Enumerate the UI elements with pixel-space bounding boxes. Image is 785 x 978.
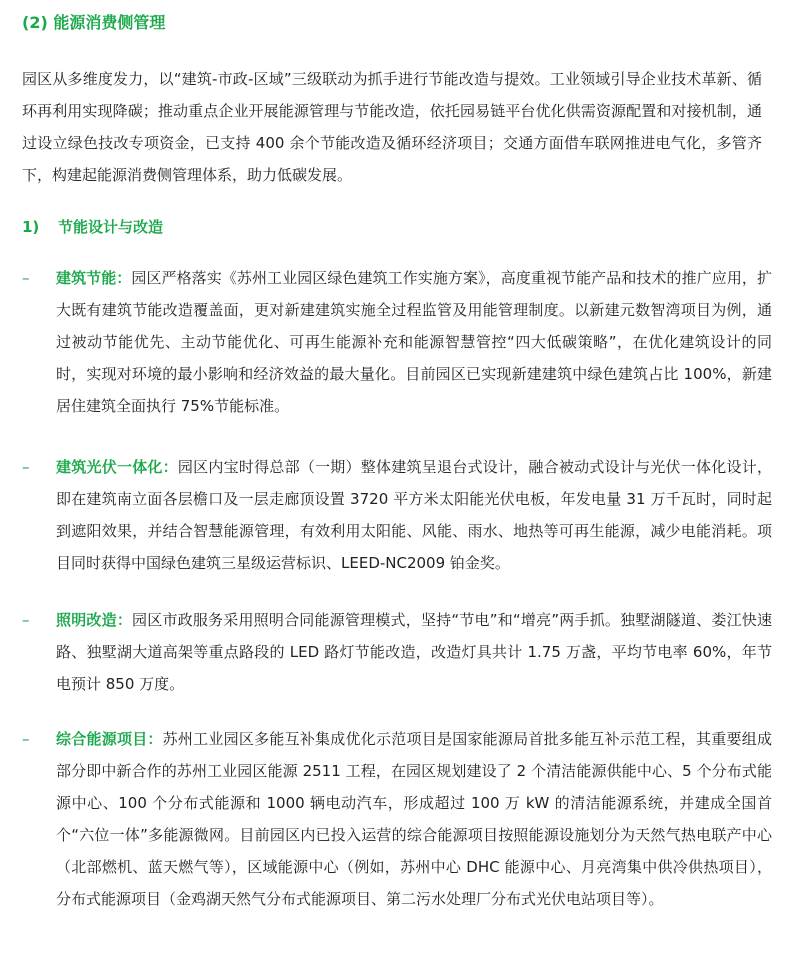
bullet-item-building-energy	[22, 262, 772, 422]
bullet-label: 建筑光伏一体化：	[56, 458, 178, 476]
subsection-number: 1)	[22, 218, 40, 236]
subsection-title: 节能设计与改造	[58, 218, 164, 236]
bullet-text: 苏州工业园区多能互补集成优化示范项目是国家能源局首批多能互补示范工程，其重要组成部分即中新合作的苏州工业园区能源 2511 工程，在园区规划建设了 2 个清洁能源供能中心、5 个分布式能源中心、100 个分布式能源和 1000 辆电动汽车，形成超过 100 万 kW 的清洁能源系统，并建成全国首个“六位一体”多能源微网。目前园区内已投入运营的综合能源项目按照能源设施划分为天然气热电联产中心（北部燃机、蓝天燃气等），区域能源中心（例如，苏州中心 DHC 能源中心、月亮湾集中供冷供热项目），分布式能源项目（金鸡湖天然气分布式能源项目、第二污水处理厂分布式光伏电站项目等）。	[56, 730, 772, 908]
bullet-text: 园区严格落实《苏州工业园区绿色建筑工作实施方案》，高度重视节能产品和技术的推广应用，扩大既有建筑节能改造覆盖面，更对新建建筑实施全过程监管及用能管理制度。以新建元数智湾项目为例，通过被动节能优先、主动节能优化、可再生能源补充和能源智慧管控“四大低碳策略”，在优化建筑设计的同时，实现对环境的最小影响和经济效益的最大量化。目前园区已实现新建建筑中绿色建筑占比 100%，新建居住建筑全面执行 75%节能标准。	[56, 269, 772, 415]
bullet-item-bipv	[22, 451, 772, 579]
bullet-body	[56, 604, 772, 700]
bullet-body	[56, 262, 772, 422]
bullet-dash: –	[22, 458, 30, 476]
subsection-heading	[22, 216, 163, 238]
intro-paragraph: 园区从多维度发力，以“建筑-市政-区域”三级联动为抓手进行节能改造与提效。工业领域引导企业技术革新、循环再利用实现降碳；推动重点企业开展能源管理与节能改造，依托园易链平台优化供需资源配置和对接机制，通过设立绿色技改专项资金，已支持 400 余个节能改造及循环经济项目；交通方面借车联网推进电气化，多管齐下，构建起能源消费侧管理体系，助力低碳发展。	[22, 70, 762, 184]
bullet-label: 照明改造：	[56, 611, 133, 629]
bullet-text: 园区市政服务采用照明合同能源管理模式，坚持“节电”和“增亮”两手抓。独墅湖隧道、娄江快速路、独墅湖大道高架等重点路段的 LED 路灯节能改造，改造灯具共计 1.75 万盏，平均节电率 60%，年节电预计 850 万度。	[56, 611, 772, 693]
bullet-item-integrated-energy	[22, 723, 772, 915]
section-title: (2) 能源消费侧管理	[22, 13, 166, 32]
bullet-item-lighting-retrofit	[22, 604, 772, 700]
bullet-body	[56, 451, 772, 579]
bullet-dash: –	[22, 611, 30, 629]
bullet-label: 建筑节能：	[56, 269, 132, 287]
bullet-text: 园区内宝时得总部（一期）整体建筑呈退台式设计，融合被动式设计与光伏一体化设计，即在建筑南立面各层檐口及一层走廊顶设置 3720 平方米太阳能光伏电板，年发电量 31 万千瓦时，同时起到遮阳效果，并结合智慧能源管理，有效利用太阳能、风能、雨水、地热等可再生能源，减少电能消耗。项目同时获得中国绿色建筑三星级运营标识、LEED-NC2009 铂金奖。	[56, 458, 772, 572]
bullet-dash: –	[22, 269, 30, 287]
bullet-body	[56, 723, 772, 915]
bullet-dash: –	[22, 730, 30, 748]
bullet-label: 综合能源项目：	[56, 730, 163, 748]
